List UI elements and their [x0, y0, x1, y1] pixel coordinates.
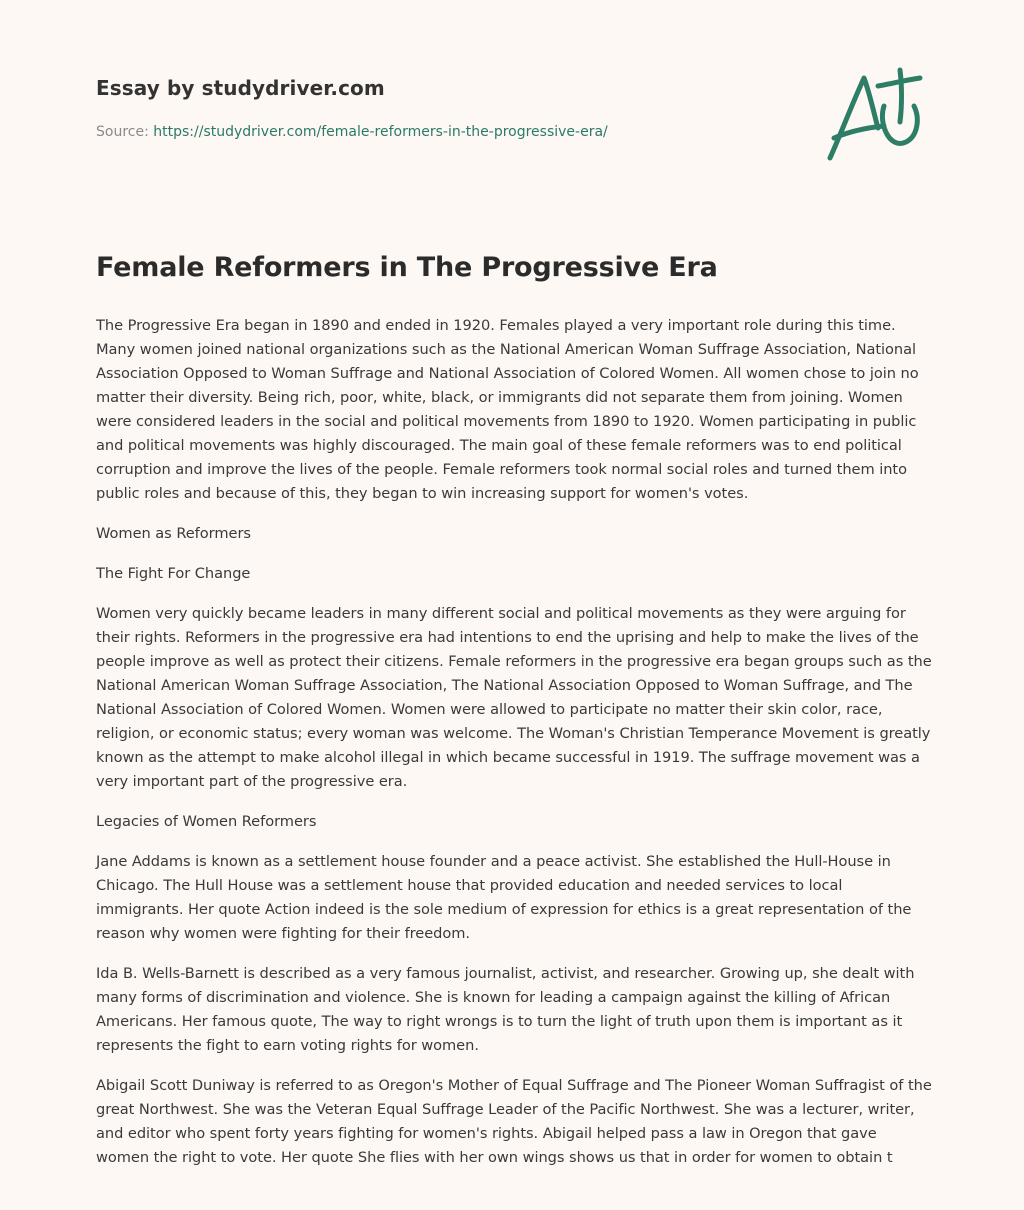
- a-plus-logo-icon: [820, 66, 930, 166]
- source-line: [96, 124, 608, 140]
- section-heading: The Fight For Change: [96, 565, 251, 582]
- essay-body: [96, 314, 934, 1186]
- paragraph: Abigail Scott Duniway is referred to as Oregon's Mother of Equal Suffrage and The Pioneer Woman Suffragist of the great Northwest. She was the Veteran Equal Suffrage Leader of the Pacific Northwest. She was a lecturer, writer, and editor who spent forty years fighting for women's rights. Abigail helped pass a law in Oregon that gave women the right to vote. Her quote She flies with her own wings shows us that in order for women to obtain t: [96, 1077, 932, 1166]
- page-title: Female Reformers in The Progressive Era: [96, 252, 718, 283]
- section-heading: Women as Reformers: [96, 525, 251, 542]
- section-heading: Legacies of Women Reformers: [96, 813, 317, 830]
- paragraph: Ida B. Wells-Barnett is described as a very famous journalist, activist, and researcher. Growing up, she dealt with many forms of discrimination and violence. She is known for leading a campaign against the killing of African Americans. Her famous quote, The way to right wrongs is to turn the light of truth upon them is important as it represents the fight to earn voting rights for women.: [96, 965, 915, 1054]
- paragraph: Women very quickly became leaders in many different social and political movements as they were arguing for their rights. Reformers in the progressive era had intentions to end the uprising and help to make the lives of the people improve as well as protect their citizens. Female reformers in the progressive era began groups such as the National American Woman Suffrage Association, The National Association Opposed to Woman Suffrage, and The National Association of Colored Women. Women were allowed to participate no matter their skin color, race, religion, or economic status; every woman was welcome. The Woman's Christian Temperance Movement is greatly known as the attempt to make alcohol illegal in which became successful in 1919. The suffrage movement was a very important part of the progressive era.: [96, 605, 932, 790]
- paragraph: The Progressive Era began in 1890 and ended in 1920. Females played a very important role during this time. Many women joined national organizations such as the National American Woman Suffrage Association, National Association Opposed to Woman Suffrage and National Association of Colored Women. All women chose to join no matter their diversity. Being rich, poor, white, black, or immigrants did not separate them from joining. Women were considered leaders in the social and political movements from 1890 to 1920. Women participating in public and political movements was highly discouraged. The main goal of these female reformers was to end political corruption and improve the lives of the people. Female reformers took normal social roles and turned them into public roles and because of this, they began to win increasing support for women's votes.: [96, 317, 919, 502]
- paragraph: Jane Addams is known as a settlement house founder and a peace activist. She established the Hull-House in Chicago. The Hull House was a settlement house that provided education and needed services to local immigrants. Her quote Action indeed is the sole medium of expression for ethics is a great representation of the reason why women were fighting for their freedom.: [96, 853, 912, 942]
- source-link[interactable]: https://studydriver.com/female-reformers-in-the-progressive-era/: [153, 124, 608, 140]
- source-label: Source:: [96, 124, 154, 140]
- brand-title: Essay by studydriver.com: [96, 76, 385, 100]
- header: [96, 76, 796, 100]
